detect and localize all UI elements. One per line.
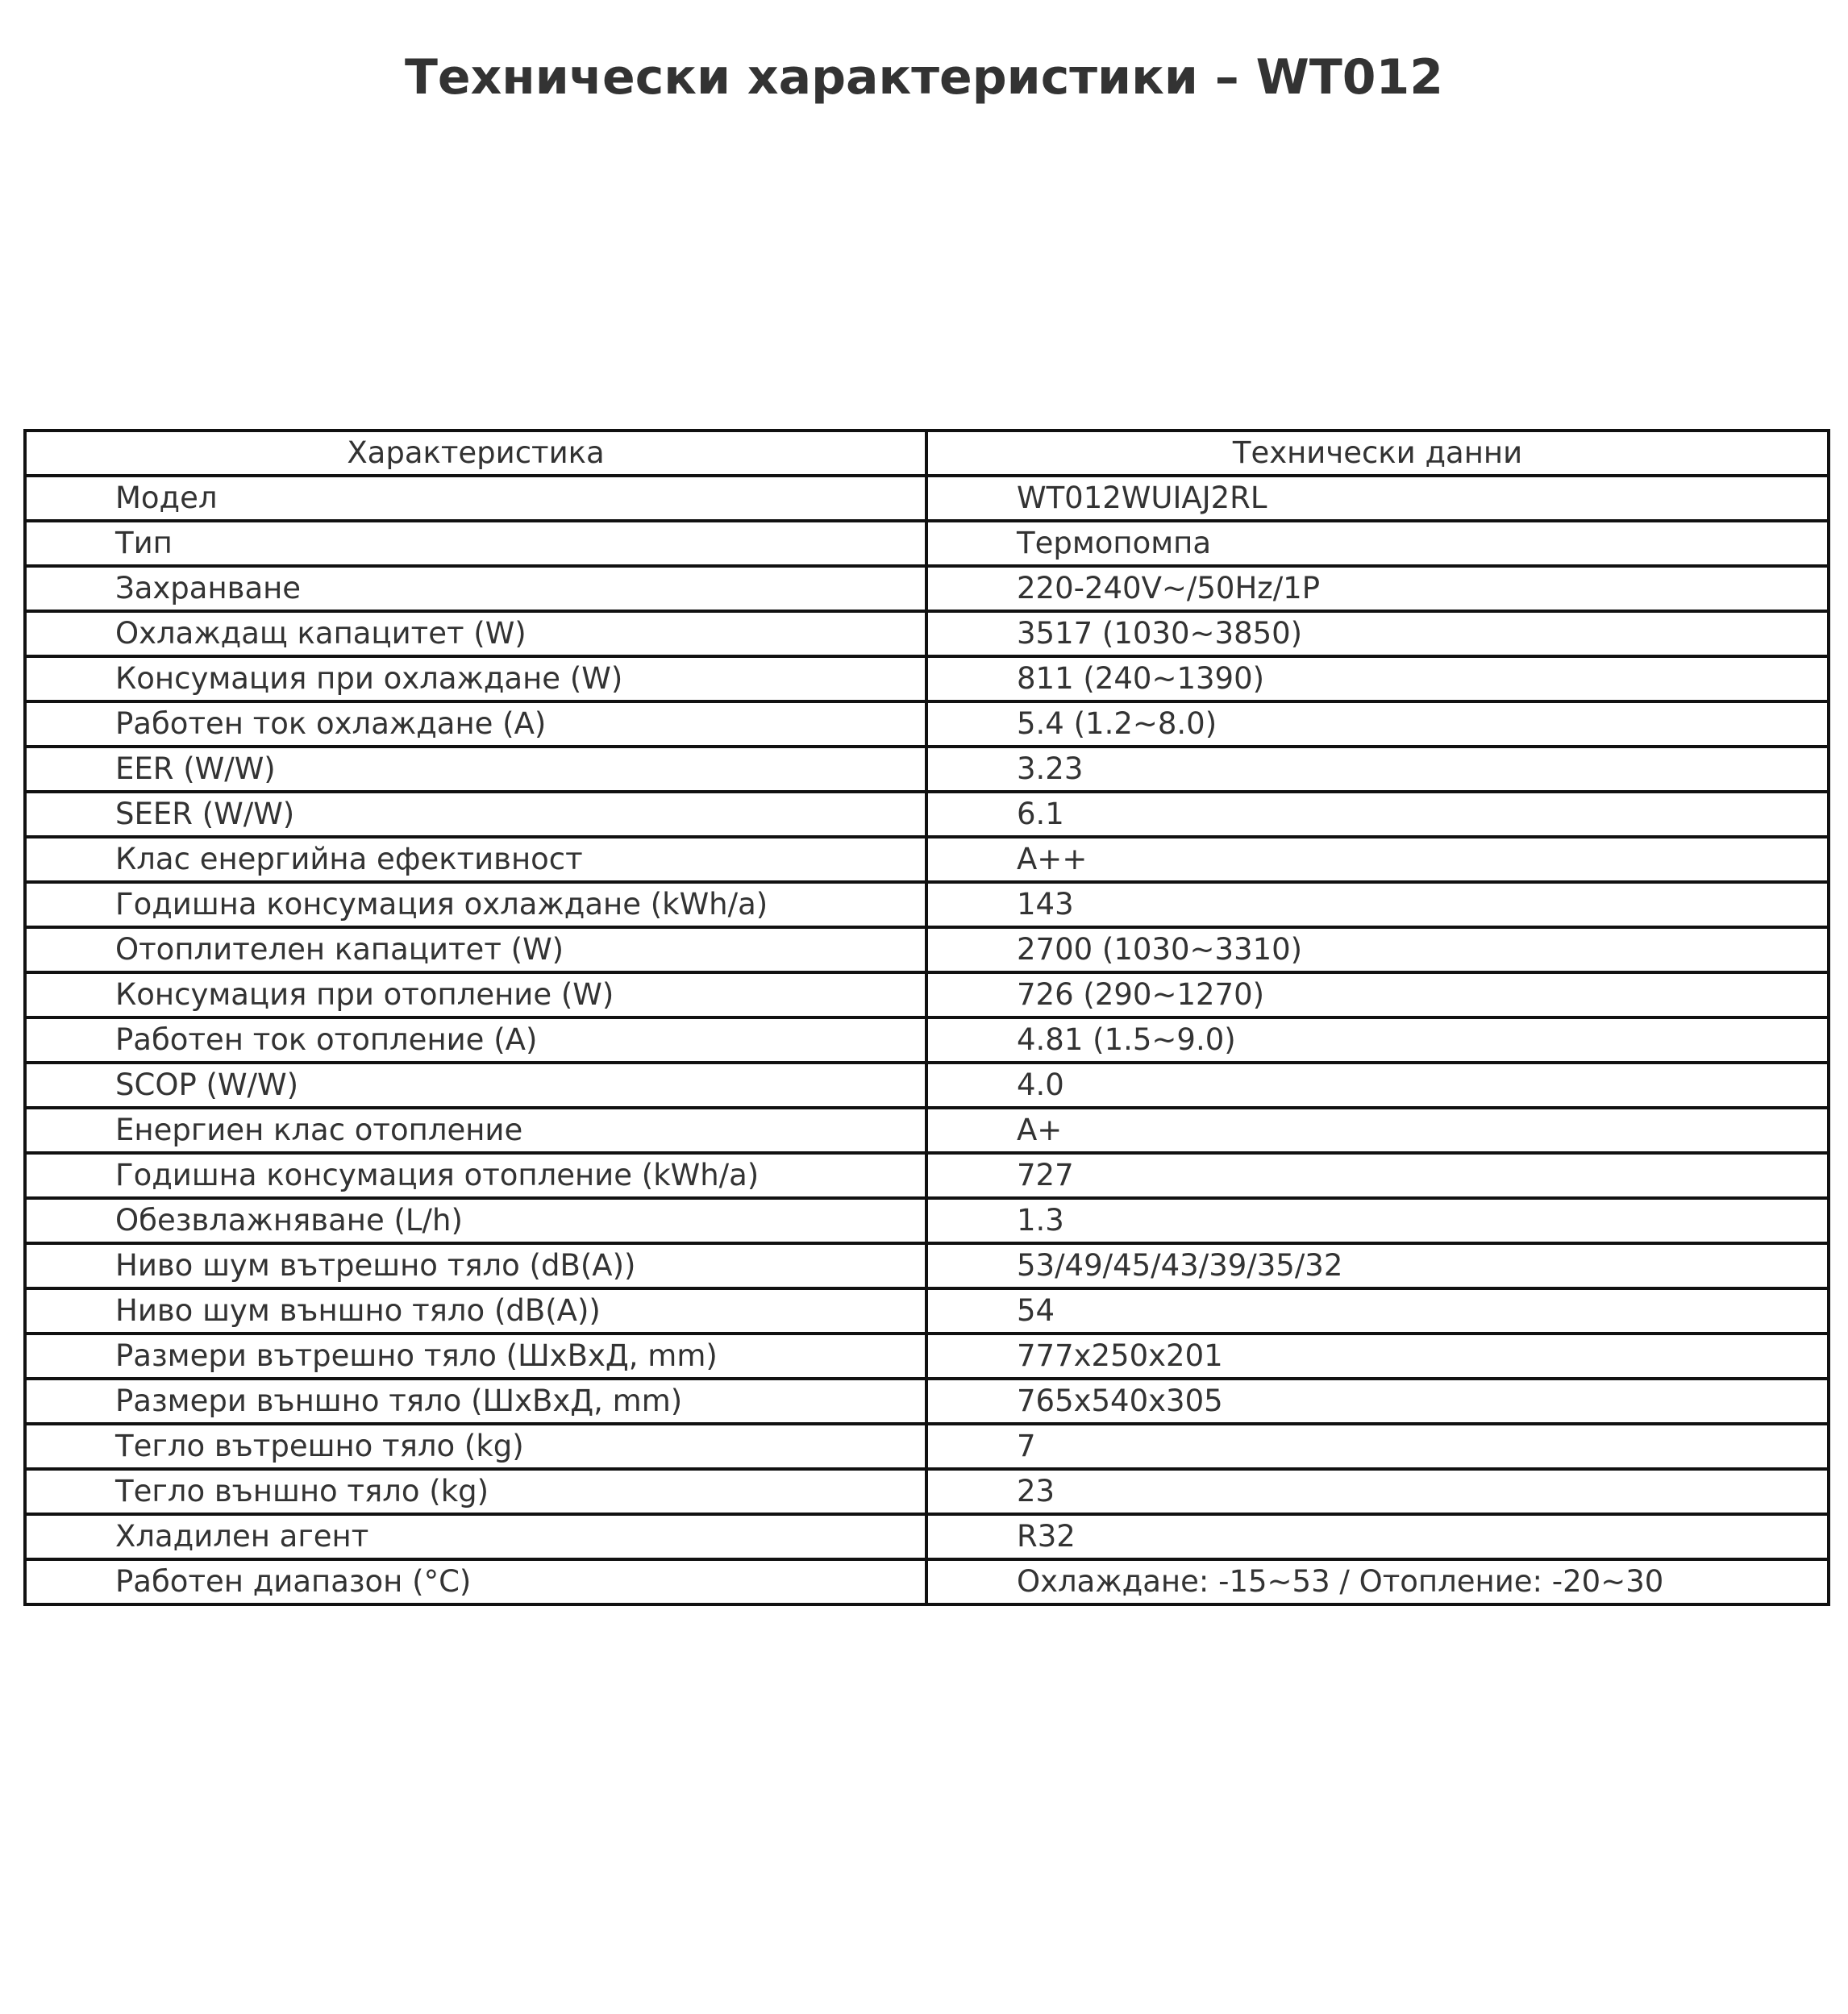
row-label: Работен диапазон (°C) xyxy=(25,1559,926,1604)
row-label: SEER (W/W) xyxy=(25,792,926,837)
row-label: Тегло външно тяло (kg) xyxy=(25,1469,926,1514)
table-row xyxy=(25,972,1829,1017)
row-value: 4.0 xyxy=(926,1063,1829,1108)
row-value: 765x540x305 xyxy=(926,1379,1829,1424)
column-header-characteristic: Характеристика xyxy=(25,431,926,476)
spec-table xyxy=(23,429,1830,1606)
row-value: 220-240V~/50Hz/1P xyxy=(926,566,1829,611)
table-row xyxy=(25,656,1829,701)
row-value: 7 xyxy=(926,1424,1829,1469)
row-label: EER (W/W) xyxy=(25,747,926,792)
row-value: 143 xyxy=(926,882,1829,927)
row-label: Тип xyxy=(25,521,926,566)
row-label: Годишна консумация охлаждане (kWh/a) xyxy=(25,882,926,927)
table-row xyxy=(25,566,1829,611)
row-value: Термопомпа xyxy=(926,521,1829,566)
row-value: 811 (240~1390) xyxy=(926,656,1829,701)
column-header-technical-data: Технически данни xyxy=(926,431,1829,476)
row-label: Работен ток отопление (A) xyxy=(25,1017,926,1063)
table-header-row xyxy=(25,431,1829,476)
table-row xyxy=(25,1514,1829,1559)
table-row xyxy=(25,1243,1829,1288)
row-value: 5.4 (1.2~8.0) xyxy=(926,701,1829,747)
table-row xyxy=(25,1379,1829,1424)
row-label: Клас енергийна ефективност xyxy=(25,837,926,882)
row-label: Работен ток охлаждане (A) xyxy=(25,701,926,747)
table-row xyxy=(25,1288,1829,1334)
row-value: Охлаждане: -15~53 / Отопление: -20~30 xyxy=(926,1559,1829,1604)
row-label: SCOP (W/W) xyxy=(25,1063,926,1108)
table-row xyxy=(25,1063,1829,1108)
row-value: 1.3 xyxy=(926,1198,1829,1243)
row-value: 3517 (1030~3850) xyxy=(926,611,1829,656)
row-value: 53/49/45/43/39/35/32 xyxy=(926,1243,1829,1288)
table-row xyxy=(25,747,1829,792)
table-row xyxy=(25,1198,1829,1243)
page-title: Технически характеристики – WT012 xyxy=(404,49,1443,106)
row-value: 6.1 xyxy=(926,792,1829,837)
row-label: Енергиен клас отопление xyxy=(25,1108,926,1153)
row-label: Консумация при отопление (W) xyxy=(25,972,926,1017)
row-label: Захранване xyxy=(25,566,926,611)
row-value: 777x250x201 xyxy=(926,1334,1829,1379)
row-value: 23 xyxy=(926,1469,1829,1514)
row-value: A++ xyxy=(926,837,1829,882)
table-row xyxy=(25,1153,1829,1198)
table-row xyxy=(25,927,1829,972)
table-row xyxy=(25,1424,1829,1469)
row-value: 727 xyxy=(926,1153,1829,1198)
table-row xyxy=(25,476,1829,521)
table-row xyxy=(25,1017,1829,1063)
table-row xyxy=(25,1334,1829,1379)
row-label: Охлаждащ капацитет (W) xyxy=(25,611,926,656)
table-row xyxy=(25,1108,1829,1153)
row-value: 54 xyxy=(926,1288,1829,1334)
row-value: R32 xyxy=(926,1514,1829,1559)
row-label: Консумация при охлаждане (W) xyxy=(25,656,926,701)
row-value: 2700 (1030~3310) xyxy=(926,927,1829,972)
row-label: Размери вътрешно тяло (ШxВxД, mm) xyxy=(25,1334,926,1379)
table-row xyxy=(25,882,1829,927)
row-value: A+ xyxy=(926,1108,1829,1153)
row-label: Размери външно тяло (ШxВxД, mm) xyxy=(25,1379,926,1424)
row-label: Ниво шум външно тяло (dB(A)) xyxy=(25,1288,926,1334)
row-value: WT012WUIAJ2RL xyxy=(926,476,1829,521)
table-row xyxy=(25,611,1829,656)
table-row xyxy=(25,521,1829,566)
table-row xyxy=(25,701,1829,747)
table-row xyxy=(25,1559,1829,1604)
row-label: Ниво шум вътрешно тяло (dB(A)) xyxy=(25,1243,926,1288)
row-label: Годишна консумация отопление (kWh/a) xyxy=(25,1153,926,1198)
row-label: Отоплителен капацитет (W) xyxy=(25,927,926,972)
table-row xyxy=(25,792,1829,837)
row-label: Обезвлажняване (L/h) xyxy=(25,1198,926,1243)
row-label: Модел xyxy=(25,476,926,521)
row-label: Тегло вътрешно тяло (kg) xyxy=(25,1424,926,1469)
row-value: 3.23 xyxy=(926,747,1829,792)
row-label: Хладилен агент xyxy=(25,1514,926,1559)
table-row xyxy=(25,837,1829,882)
row-value: 4.81 (1.5~9.0) xyxy=(926,1017,1829,1063)
table-row xyxy=(25,1469,1829,1514)
row-value: 726 (290~1270) xyxy=(926,972,1829,1017)
